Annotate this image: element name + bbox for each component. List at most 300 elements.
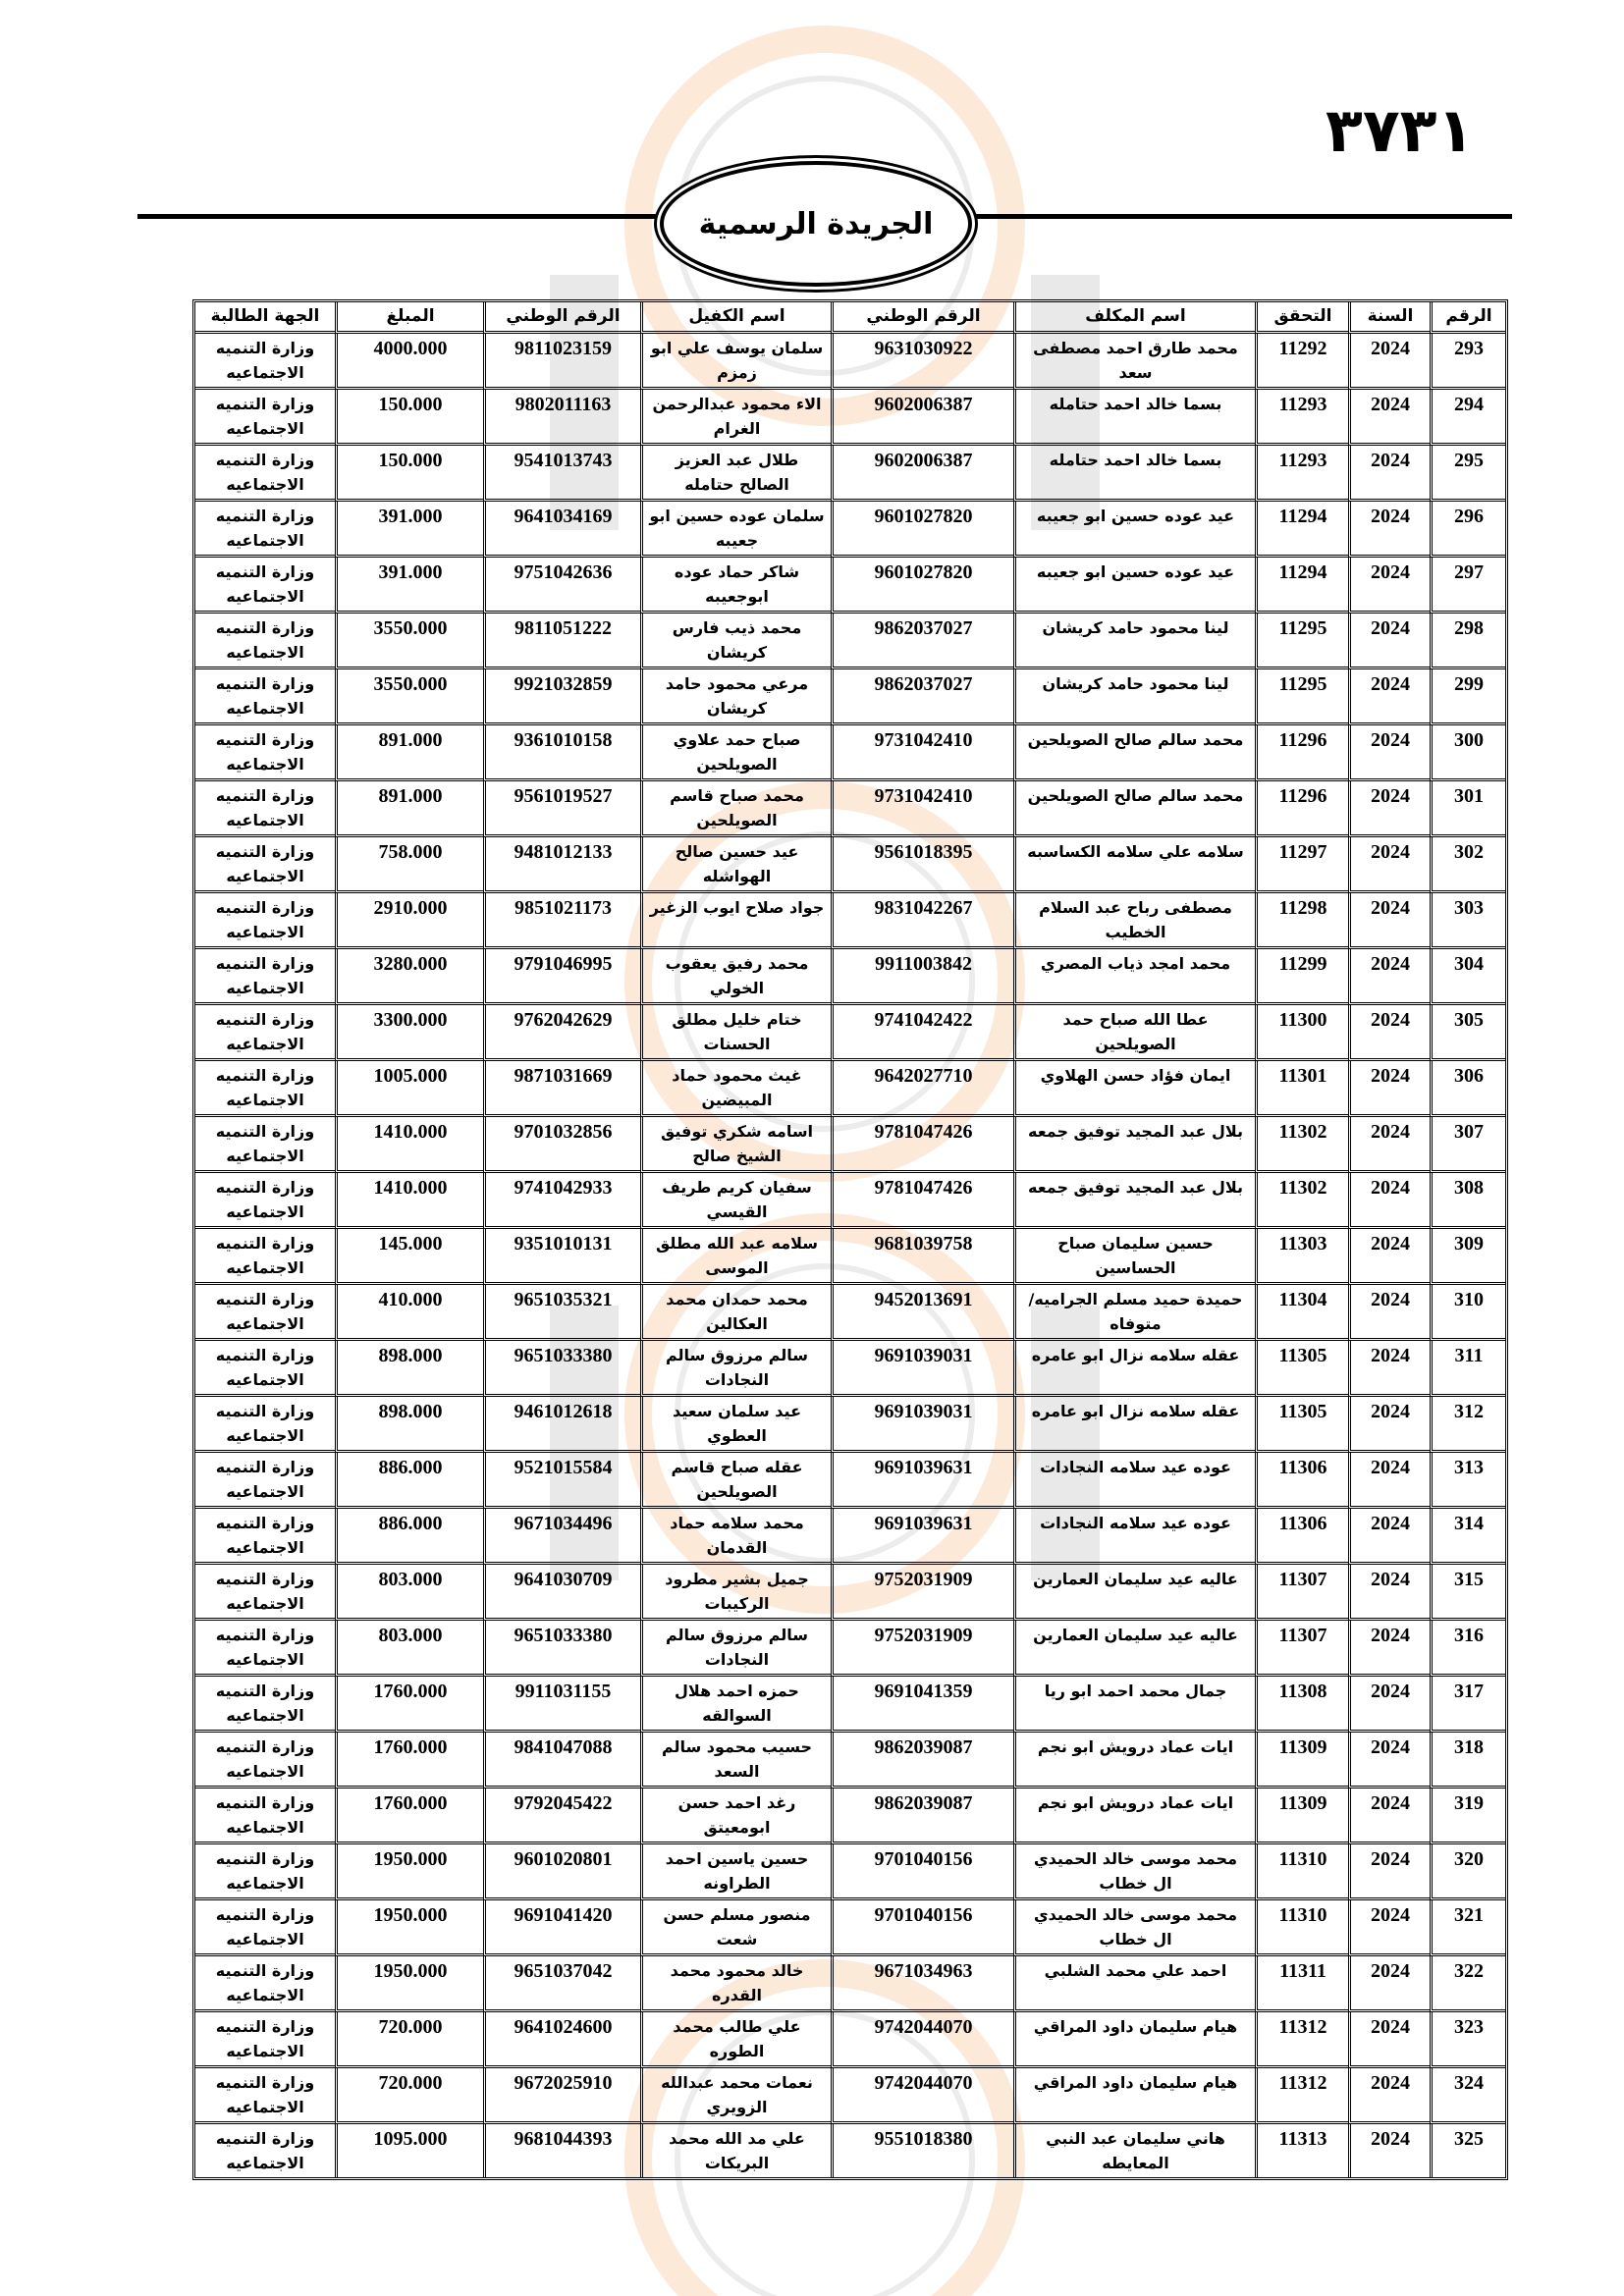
guarantor-name-cell: نعمات محمد عبدالله الزويري	[640, 2068, 831, 2124]
check-number-cell: 11306	[1255, 1453, 1348, 1509]
row-number-cell: 298	[1430, 614, 1505, 669]
debtor-name-cell: ايات عماد درويش ابو نجم	[1013, 1789, 1255, 1844]
table-row	[195, 1677, 1505, 1733]
table-row	[195, 1733, 1505, 1789]
guarantor-name-cell: جواد صلاح ايوب الزغير	[640, 893, 831, 949]
debtor-name-cell: ايمان فؤاد حسن الهلاوي	[1013, 1061, 1255, 1117]
debtor-national-id-cell: 9601027820	[831, 502, 1013, 558]
amount-cell: 4000.000	[335, 334, 483, 390]
guarantor-national-id-cell: 9741042933	[483, 1173, 640, 1229]
year-cell: 2024	[1348, 725, 1430, 781]
debtor-national-id-cell: 9781047426	[831, 1117, 1013, 1173]
debtor-name-cell: محمد امجد ذياب المصري	[1013, 949, 1255, 1005]
guarantor-national-id-cell: 9851021173	[483, 893, 640, 949]
guarantor-national-id-cell: 9641034169	[483, 502, 640, 558]
amount-cell: 898.000	[335, 1397, 483, 1453]
requesting-party-cell: وزارة التنميه الاجتماعيه	[195, 1397, 335, 1453]
year-cell: 2024	[1348, 1789, 1430, 1844]
table-row	[195, 1285, 1505, 1341]
year-cell: 2024	[1348, 2068, 1430, 2124]
check-number-cell: 11294	[1255, 502, 1348, 558]
year-cell: 2024	[1348, 1900, 1430, 1956]
check-number-cell: 11310	[1255, 1844, 1348, 1900]
requesting-party-cell: وزارة التنميه الاجتماعيه	[195, 1789, 335, 1844]
guarantor-name-cell: جميل بشير مطرود الركيبات	[640, 1565, 831, 1621]
requesting-party-cell: وزارة التنميه الاجتماعيه	[215, 2129, 315, 2172]
row-number-cell: 303	[1430, 893, 1505, 949]
debtors-table	[192, 299, 1508, 2180]
check-number-cell: 11305	[1255, 1341, 1348, 1397]
debtor-national-id-cell: 9741042422	[831, 1005, 1013, 1061]
guarantor-name-cell: اسامه شكري توفيق الشيخ صالح	[640, 1117, 831, 1173]
amount-cell: 410.000	[335, 1285, 483, 1341]
check-number-cell: 11304	[1255, 1285, 1348, 1341]
debtor-name-cell: عيد عوده حسين ابو جعيبه	[1013, 558, 1255, 614]
guarantor-name-cell: رغد احمد حسن ابومعيتق	[640, 1789, 831, 1844]
guarantor-name-cell: محمد رفيق يعقوب الخولي	[640, 949, 831, 1005]
guarantor-national-id-cell: 9651037042	[483, 1956, 640, 2012]
debtor-national-id-cell: 9862039087	[831, 1789, 1013, 1844]
gazette-title: الجريدة الرسمية	[698, 206, 934, 241]
requesting-party-cell: وزارة التنميه الاجتماعيه	[195, 1509, 335, 1565]
table-row	[195, 1565, 1505, 1621]
requesting-party-cell: وزارة التنميه الاجتماعيه	[195, 1565, 335, 1621]
check-number-cell: 11309	[1255, 1733, 1348, 1789]
guarantor-national-id-cell: 9791046995	[483, 949, 640, 1005]
guarantor-name-cell: سلامه عبد الله مطلق الموسى	[640, 1229, 831, 1285]
requesting-party-cell: وزارة التنميه الاجتماعيه	[195, 1341, 335, 1397]
table-row	[195, 1621, 1505, 1677]
guarantor-national-id-cell: 9691041420	[483, 1900, 640, 1956]
debtor-national-id-cell: 9561018395	[831, 837, 1013, 893]
year-cell: 2024	[1348, 1341, 1430, 1397]
debtor-national-id-cell: 9691039031	[831, 1397, 1013, 1453]
debtor-national-id-cell: 9631030922	[831, 334, 1013, 390]
guarantor-name-cell: محمد سلامه حماد القدمان	[640, 1509, 831, 1565]
row-number-cell: 317	[1430, 1677, 1505, 1733]
debtor-national-id-cell: 9731042410	[831, 781, 1013, 837]
debtor-name-cell: جمال محمد احمد ابو ريا	[1013, 1677, 1255, 1733]
guarantor-national-id-cell: 9351010131	[483, 1229, 640, 1285]
col-header-requesting-party: الجهة الطالبة	[195, 302, 335, 334]
debtor-name-cell: عقله سلامه نزال ابو عامره	[1013, 1397, 1255, 1453]
check-number-cell: 11296	[1255, 725, 1348, 781]
row-number-cell: 305	[1430, 1005, 1505, 1061]
guarantor-name-cell: منصور مسلم حسن شعت	[640, 1900, 831, 1956]
requesting-party-cell: وزارة التنميه الاجتماعيه	[195, 446, 335, 502]
amount-cell: 3280.000	[335, 949, 483, 1005]
year-cell: 2024	[1348, 1117, 1430, 1173]
table-row	[195, 1900, 1505, 1956]
year-cell: 2024	[1348, 334, 1430, 390]
debtor-national-id-cell: 9862039087	[831, 1733, 1013, 1789]
requesting-party-cell: وزارة التنميه الاجتماعيه	[195, 725, 335, 781]
table-row	[195, 1397, 1505, 1453]
amount-cell: 720.000	[335, 2012, 483, 2068]
guarantor-name-cell: سالم مرزوق سالم النجادات	[640, 1341, 831, 1397]
amount-cell: 891.000	[335, 781, 483, 837]
year-cell: 2024	[1348, 837, 1430, 893]
amount-cell: 803.000	[335, 1565, 483, 1621]
amount-cell: 886.000	[335, 1509, 483, 1565]
debtor-national-id-cell: 9701040156	[831, 1844, 1013, 1900]
table-row	[195, 446, 1505, 502]
debtor-national-id-cell: 9691039631	[831, 1509, 1013, 1565]
debtor-national-id-cell: 9601027820	[831, 558, 1013, 614]
debtor-national-id-cell: 9911003842	[831, 949, 1013, 1005]
check-number-cell: 11295	[1255, 669, 1348, 725]
row-number-cell: 302	[1430, 837, 1505, 893]
check-number-cell: 11298	[1255, 893, 1348, 949]
check-number-cell: 11296	[1255, 781, 1348, 837]
guarantor-national-id-cell: 9921032859	[483, 669, 640, 725]
debtor-name-cell: لينا محمود حامد كريشان	[1013, 614, 1255, 669]
table-row	[195, 837, 1505, 893]
year-cell: 2024	[1348, 1956, 1430, 2012]
year-cell: 2024	[1348, 1229, 1430, 1285]
debtor-national-id-cell: 9742044070	[831, 2012, 1013, 2068]
requesting-party-cell: وزارة التنميه الاجتماعيه	[195, 1733, 335, 1789]
debtor-national-id-cell: 9452013691	[831, 1285, 1013, 1341]
col-header-debtor-national-id: الرقم الوطني	[831, 302, 1013, 334]
requesting-party-cell: وزارة التنميه الاجتماعيه	[195, 2068, 335, 2124]
guarantor-name-cell: شاكر حماد عوده ابوجعيبه	[640, 558, 831, 614]
guarantor-national-id-cell: 9561019527	[483, 781, 640, 837]
table-row	[195, 949, 1505, 1005]
year-cell: 2024	[1348, 1453, 1430, 1509]
debtor-national-id-cell: 9681039758	[831, 1229, 1013, 1285]
guarantor-name-cell: الاء محمود عبدالرحمن الغرام	[640, 390, 831, 446]
year-cell: 2024	[1348, 949, 1430, 1005]
row-number-cell: 313	[1430, 1453, 1505, 1509]
amount-cell: 898.000	[335, 1341, 483, 1397]
guarantor-national-id-cell: 9601020801	[483, 1844, 640, 1900]
year-cell: 2024	[1348, 502, 1430, 558]
guarantor-name-cell: ختام خليل مطلق الحسنات	[640, 1005, 831, 1061]
year-cell: 2024	[1348, 558, 1430, 614]
check-number-cell: 11312	[1255, 2068, 1348, 2124]
debtor-national-id-cell: 9781047426	[831, 1173, 1013, 1229]
guarantor-national-id-cell: 9651035321	[483, 1285, 640, 1341]
row-number-cell: 299	[1430, 669, 1505, 725]
debtor-name-cell: عقله سلامه نزال ابو عامره	[1013, 1341, 1255, 1397]
row-number-cell: 319	[1430, 1789, 1505, 1844]
requesting-party-cell: وزارة التنميه الاجتماعيه	[195, 669, 335, 725]
check-number-cell: 11292	[1255, 334, 1348, 390]
debtor-name-cell: محمد طارق احمد مصطفى سعد	[1013, 334, 1255, 390]
row-number-cell: 301	[1430, 781, 1505, 837]
check-number-cell: 11308	[1255, 1677, 1348, 1733]
table-row	[195, 1956, 1505, 2012]
check-number-cell: 11305	[1255, 1397, 1348, 1453]
row-number-cell: 294	[1430, 390, 1505, 446]
amount-cell: 891.000	[335, 725, 483, 781]
amount-cell: 3550.000	[335, 614, 483, 669]
guarantor-name-cell: محمد ذيب فارس كريشان	[640, 614, 831, 669]
table-row	[195, 1341, 1505, 1397]
guarantor-national-id-cell: 9701032856	[483, 1117, 640, 1173]
debtor-name-cell: عوده عيد سلامه النجادات	[1013, 1509, 1255, 1565]
debtor-national-id-cell: 9642027710	[831, 1061, 1013, 1117]
debtor-name-cell: عطا الله صباح حمد الصويلحين	[1013, 1005, 1255, 1061]
table-row	[195, 1005, 1505, 1061]
check-number-cell: 11297	[1255, 837, 1348, 893]
guarantor-national-id-cell: 9911031155	[483, 1677, 640, 1733]
table-row	[195, 1789, 1505, 1844]
row-number-cell: 318	[1430, 1733, 1505, 1789]
debtor-name-cell: عاليه عيد سليمان العمارين	[1013, 1565, 1255, 1621]
year-cell: 2024	[1348, 614, 1430, 669]
check-number-cell: 11311	[1255, 1956, 1348, 2012]
debtor-name-cell: عيد عوده حسين ابو جعيبه	[1013, 502, 1255, 558]
debtor-name-cell: مصطفى رباح عبد السلام الخطيب	[1013, 893, 1255, 949]
amount-cell: 1095.000	[335, 2124, 483, 2177]
table-row	[195, 1173, 1505, 1229]
debtor-name-cell: حميدة حميد مسلم الجراميه/متوفاه	[1013, 1285, 1255, 1341]
debtor-name-cell: هاني سليمان عبد النبي المعايطه	[1013, 2124, 1255, 2177]
guarantor-name-cell: غيث محمود حماد المبيضين	[640, 1061, 831, 1117]
debtor-national-id-cell: 9602006387	[831, 446, 1013, 502]
debtor-name-cell: محمد سالم صالح الصويلحين	[1013, 781, 1255, 837]
gazette-title-oval	[660, 161, 972, 287]
debtor-name-cell: عاليه عيد سليمان العمارين	[1013, 1621, 1255, 1677]
requesting-party-cell: وزارة التنميه الاجتماعيه	[195, 1844, 335, 1900]
debtor-name-cell: محمد سالم صالح الصويلحين	[1013, 725, 1255, 781]
guarantor-name-cell: عقله صباح قاسم الصويلحين	[640, 1453, 831, 1509]
guarantor-national-id-cell: 9541013743	[483, 446, 640, 502]
guarantor-national-id-cell: 9841047088	[483, 1733, 640, 1789]
debtor-national-id-cell: 9691039031	[831, 1341, 1013, 1397]
debtor-national-id-cell: 9752031909	[831, 1621, 1013, 1677]
check-number-cell: 11301	[1255, 1061, 1348, 1117]
requesting-party-cell: وزارة التنميه الاجتماعيه	[195, 558, 335, 614]
amount-cell: 1950.000	[335, 1956, 483, 2012]
requesting-party-cell: وزارة التنميه الاجتماعيه	[195, 1117, 335, 1173]
debtor-national-id-cell: 9551018380	[831, 2124, 1013, 2177]
row-number-cell: 293	[1430, 334, 1505, 390]
year-cell: 2024	[1348, 893, 1430, 949]
year-cell: 2024	[1348, 1397, 1430, 1453]
debtor-name-cell: هيام سليمان داود المراقي	[1013, 2068, 1255, 2124]
guarantor-name-cell: طلال عبد العزيز الصالح حتامله	[640, 446, 831, 502]
table-row	[195, 334, 1505, 390]
requesting-party-cell: وزارة التنميه الاجتماعيه	[195, 1173, 335, 1229]
guarantor-name-cell: خالد محمود محمد القدره	[640, 1956, 831, 2012]
year-cell: 2024	[1348, 1844, 1430, 1900]
row-number-cell: 308	[1430, 1173, 1505, 1229]
debtor-national-id-cell: 9862037027	[831, 614, 1013, 669]
table-row	[195, 893, 1505, 949]
table-row	[195, 725, 1505, 781]
year-cell: 2024	[1348, 2124, 1430, 2177]
amount-cell: 145.000	[335, 1229, 483, 1285]
row-number-cell: 310	[1430, 1285, 1505, 1341]
amount-cell: 3300.000	[335, 1005, 483, 1061]
requesting-party-cell: وزارة التنميه الاجتماعيه	[195, 1061, 335, 1117]
requesting-party-cell: وزارة التنميه الاجتماعيه	[195, 1956, 335, 2012]
check-number-cell: 11300	[1255, 1005, 1348, 1061]
row-number-cell: 296	[1430, 502, 1505, 558]
row-number-cell: 307	[1430, 1117, 1505, 1173]
debtor-name-cell: بلال عبد المجيد توفيق جمعه	[1013, 1117, 1255, 1173]
col-header-year: السنة	[1348, 302, 1430, 334]
requesting-party-cell: وزارة التنميه الاجتماعيه	[195, 1005, 335, 1061]
guarantor-national-id-cell: 9792045422	[483, 1789, 640, 1844]
amount-cell: 1005.000	[335, 1061, 483, 1117]
requesting-party-cell: وزارة التنميه الاجتماعيه	[195, 1677, 335, 1733]
debtor-name-cell: لينا محمود حامد كريشان	[1013, 669, 1255, 725]
guarantor-national-id-cell: 9521015584	[483, 1453, 640, 1509]
debtor-national-id-cell: 9742044070	[831, 2068, 1013, 2124]
year-cell: 2024	[1348, 1733, 1430, 1789]
check-number-cell: 11310	[1255, 1900, 1348, 1956]
debtor-name-cell: بسما خالد احمد حتامله	[1013, 390, 1255, 446]
row-number-cell: 324	[1430, 2068, 1505, 2124]
debtor-name-cell: احمد علي محمد الشلبي	[1013, 1956, 1255, 2012]
year-cell: 2024	[1348, 1173, 1430, 1229]
year-cell: 2024	[1348, 1565, 1430, 1621]
check-number-cell: 11302	[1255, 1117, 1348, 1173]
table-row	[195, 2068, 1505, 2124]
guarantor-name-cell: سفيان كريم طريف القيسي	[640, 1173, 831, 1229]
requesting-party-cell: وزارة التنميه الاجتماعيه	[195, 1453, 335, 1509]
debtor-national-id-cell: 9831042267	[831, 893, 1013, 949]
guarantor-name-cell: حمزه احمد هلال السوالقه	[640, 1677, 831, 1733]
amount-cell: 758.000	[335, 837, 483, 893]
table-row	[195, 502, 1505, 558]
requesting-party-cell: وزارة التنميه الاجتماعيه	[195, 1285, 335, 1341]
guarantor-name-cell: سلمان عوده حسين ابو جعيبه	[640, 502, 831, 558]
check-number-cell: 11313	[1255, 2124, 1348, 2177]
table-row	[195, 1229, 1505, 1285]
year-cell: 2024	[1348, 446, 1430, 502]
debtor-national-id-cell: 9602006387	[831, 390, 1013, 446]
check-number-cell: 11295	[1255, 614, 1348, 669]
check-number-cell: 11293	[1255, 390, 1348, 446]
debtor-national-id-cell: 9701040156	[831, 1900, 1013, 1956]
row-number-cell: 315	[1430, 1565, 1505, 1621]
table-row	[195, 390, 1505, 446]
year-cell: 2024	[1348, 1621, 1430, 1677]
debtor-name-cell: بلال عبد المجيد توفيق جمعه	[1013, 1173, 1255, 1229]
guarantor-name-cell: عيد سلمان سعيد العطوي	[640, 1397, 831, 1453]
year-cell: 2024	[1348, 1285, 1430, 1341]
table-row	[195, 1509, 1505, 1565]
requesting-party-cell: وزارة التنميه الاجتماعيه	[195, 502, 335, 558]
amount-cell: 1950.000	[335, 1900, 483, 1956]
guarantor-national-id-cell: 9641024600	[483, 2012, 640, 2068]
guarantor-national-id-cell: 9641030709	[483, 1565, 640, 1621]
guarantor-national-id-cell: 9802011163	[483, 390, 640, 446]
debtor-name-cell: محمد موسى خالد الحميدي ال خطاب	[1013, 1900, 1255, 1956]
debtor-national-id-cell: 9691039631	[831, 1453, 1013, 1509]
col-header-check: التحقق	[1255, 302, 1348, 334]
guarantor-name-cell: محمد حمدان محمد العكالين	[640, 1285, 831, 1341]
table-row	[195, 669, 1505, 725]
row-number-cell: 295	[1430, 446, 1505, 502]
amount-cell: 1410.000	[335, 1173, 483, 1229]
amount-cell: 3550.000	[335, 669, 483, 725]
guarantor-national-id-cell: 9671034496	[483, 1509, 640, 1565]
col-header-guarantor-name: اسم الكفيل	[640, 302, 831, 334]
year-cell: 2024	[1348, 1061, 1430, 1117]
debtor-national-id-cell: 9671034963	[831, 1956, 1013, 2012]
table-row	[195, 781, 1505, 837]
amount-cell: 1950.000	[335, 1844, 483, 1900]
guarantor-name-cell: عيد حسين صالح الهواشله	[640, 837, 831, 893]
requesting-party-cell: وزارة التنميه الاجتماعيه	[195, 949, 335, 1005]
requesting-party-cell: وزارة التنميه الاجتماعيه	[195, 334, 335, 390]
table-row	[195, 558, 1505, 614]
guarantor-name-cell: علي مد الله محمد البريكات	[640, 2124, 831, 2177]
requesting-party-cell: وزارة التنميه الاجتماعيه	[195, 614, 335, 669]
amount-cell: 1760.000	[335, 1733, 483, 1789]
debtor-national-id-cell: 9691041359	[831, 1677, 1013, 1733]
amount-cell: 391.000	[335, 502, 483, 558]
guarantor-national-id-cell: 9361010158	[483, 725, 640, 781]
check-number-cell: 11293	[1255, 446, 1348, 502]
guarantor-national-id-cell: 9672025910	[483, 2068, 640, 2124]
guarantor-name-cell: سلمان يوسف علي ابو زمزم	[640, 334, 831, 390]
row-number-cell: 306	[1430, 1061, 1505, 1117]
table-row	[195, 1453, 1505, 1509]
guarantor-national-id-cell: 9681044393	[483, 2124, 640, 2177]
row-number-cell: 314	[1430, 1509, 1505, 1565]
debtor-name-cell: حسين سليمان صباح الحساسين	[1013, 1229, 1255, 1285]
table-row	[195, 2012, 1505, 2068]
debtor-name-cell: سلامه علي سلامه الكساسبه	[1013, 837, 1255, 893]
guarantor-national-id-cell: 9811023159	[483, 334, 640, 390]
amount-cell: 391.000	[335, 558, 483, 614]
row-number-cell: 312	[1430, 1397, 1505, 1453]
year-cell: 2024	[1348, 2012, 1430, 2068]
check-number-cell: 11294	[1255, 558, 1348, 614]
table-row	[195, 614, 1505, 669]
debtor-national-id-cell: 9862037027	[831, 669, 1013, 725]
guarantor-national-id-cell: 9651033380	[483, 1621, 640, 1677]
guarantor-national-id-cell: 9461012618	[483, 1397, 640, 1453]
guarantor-national-id-cell: 9651033380	[483, 1341, 640, 1397]
check-number-cell: 11309	[1255, 1789, 1348, 1844]
debtor-national-id-cell: 9731042410	[831, 725, 1013, 781]
check-number-cell: 11299	[1255, 949, 1348, 1005]
guarantor-national-id-cell: 9871031669	[483, 1061, 640, 1117]
guarantor-name-cell: علي طالب محمد الطوره	[640, 2012, 831, 2068]
guarantor-name-cell: حسيب محمود سالم السعد	[640, 1733, 831, 1789]
row-number-cell: 325	[1430, 2124, 1505, 2177]
debtor-name-cell: ايات عماد درويش ابو نجم	[1013, 1733, 1255, 1789]
year-cell: 2024	[1348, 669, 1430, 725]
guarantor-national-id-cell: 9762042629	[483, 1005, 640, 1061]
row-number-cell: 304	[1430, 949, 1505, 1005]
check-number-cell: 11307	[1255, 1565, 1348, 1621]
debtor-national-id-cell: 9752031909	[831, 1565, 1013, 1621]
requesting-party-cell: وزارة التنميه الاجتماعيه	[195, 390, 335, 446]
check-number-cell: 11312	[1255, 2012, 1348, 2068]
col-header-guarantor-national-id: الرقم الوطني	[483, 302, 640, 334]
requesting-party-cell: وزارة التنميه الاجتماعيه	[195, 1621, 335, 1677]
guarantor-name-cell: حسين ياسين احمد الطراونه	[640, 1844, 831, 1900]
amount-cell: 803.000	[335, 1621, 483, 1677]
col-header-debtor-name: اسم المكلف	[1013, 302, 1255, 334]
guarantor-name-cell: محمد صباح قاسم الصويلحين	[640, 781, 831, 837]
amount-cell: 150.000	[335, 390, 483, 446]
year-cell: 2024	[1348, 1677, 1430, 1733]
debtor-name-cell: بسما خالد احمد حتامله	[1013, 446, 1255, 502]
requesting-party-cell: وزارة التنميه الاجتماعيه	[195, 1229, 335, 1285]
page-number: ٣٧٣١	[1326, 94, 1475, 166]
row-number-cell: 300	[1430, 725, 1505, 781]
